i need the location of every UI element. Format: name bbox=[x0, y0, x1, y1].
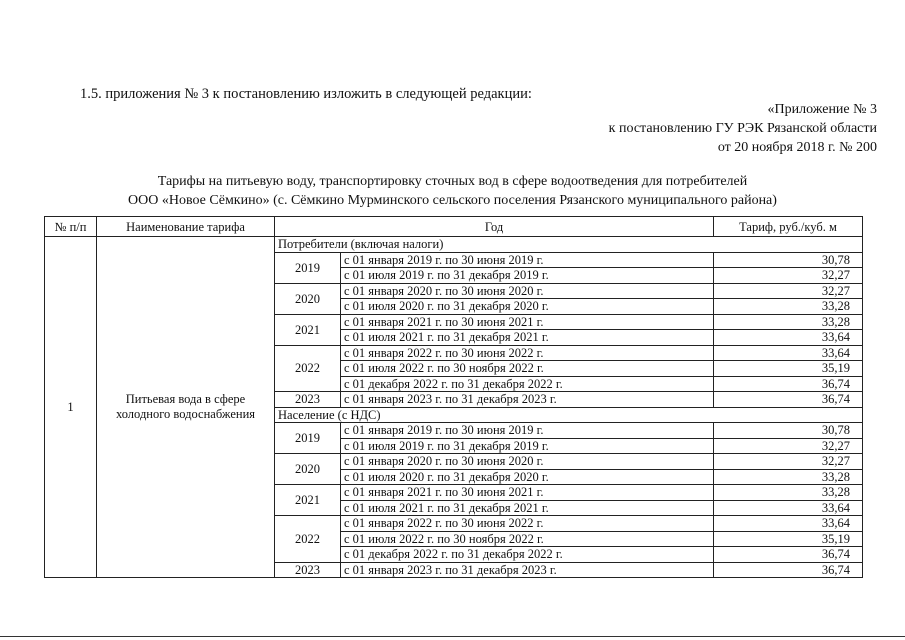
consumer-group-label: Население (с НДС) bbox=[275, 407, 863, 423]
year-cell: 2020 bbox=[275, 283, 341, 314]
period-cell: с 01 декабря 2022 г. по 31 декабря 2022 г. bbox=[341, 376, 714, 392]
period-cell: с 01 января 2021 г. по 30 июня 2021 г. bbox=[341, 485, 714, 501]
year-cell: 2021 bbox=[275, 314, 341, 345]
tariff-value-cell: 32,27 bbox=[714, 454, 863, 470]
tariff-value-cell: 35,19 bbox=[714, 531, 863, 547]
tariff-value-cell: 33,28 bbox=[714, 485, 863, 501]
year-cell: 2023 bbox=[275, 392, 341, 408]
appendix-line: от 20 ноября 2018 г. № 200 bbox=[717, 140, 877, 155]
tariff-value-cell: 33,64 bbox=[714, 516, 863, 532]
table-title bbox=[0, 172, 905, 210]
header-tariff-value: Тариф, руб./куб. м bbox=[714, 217, 863, 237]
period-cell: с 01 июля 2022 г. по 30 ноября 2022 г. bbox=[341, 531, 714, 547]
period-cell: с 01 июля 2020 г. по 31 декабря 2020 г. bbox=[341, 469, 714, 485]
group-row bbox=[45, 237, 863, 253]
period-cell: с 01 января 2023 г. по 31 декабря 2023 г. bbox=[341, 392, 714, 408]
tariff-name: Питьевая вода в сфере холодного водоснабжения bbox=[97, 237, 275, 578]
tariff-value-cell: 36,74 bbox=[714, 562, 863, 578]
tariff-value-cell: 32,27 bbox=[714, 268, 863, 284]
tariff-value-cell: 33,64 bbox=[714, 500, 863, 516]
tariff-value-cell: 36,74 bbox=[714, 392, 863, 408]
year-cell: 2022 bbox=[275, 516, 341, 563]
appendix-reference bbox=[609, 100, 877, 157]
period-cell: с 01 января 2020 г. по 30 июня 2020 г. bbox=[341, 454, 714, 470]
appendix-line: «Приложение № 3 bbox=[767, 102, 877, 117]
tariff-value-cell: 33,28 bbox=[714, 469, 863, 485]
tariff-value-cell: 33,64 bbox=[714, 330, 863, 346]
tariff-value-cell: 36,74 bbox=[714, 547, 863, 563]
title-line: ООО «Новое Сёмкино» (с. Сёмкино Мурминского сельского поселения Рязанского муниципального района) bbox=[128, 193, 777, 208]
period-cell: с 01 июля 2020 г. по 31 декабря 2020 г. bbox=[341, 299, 714, 315]
year-cell: 2023 bbox=[275, 562, 341, 578]
period-cell: с 01 июля 2022 г. по 30 ноября 2022 г. bbox=[341, 361, 714, 377]
appendix-line: к постановлению ГУ РЭК Рязанской области bbox=[608, 121, 877, 136]
tariff-value-cell: 36,74 bbox=[714, 376, 863, 392]
tariff-table bbox=[44, 216, 863, 578]
title-line: Тарифы на питьевую воду, транспортировку сточных вод в сфере водоотведения для потребителей bbox=[157, 174, 748, 189]
year-cell: 2019 bbox=[275, 423, 341, 454]
table-body bbox=[45, 237, 863, 578]
header-number: № п/п bbox=[45, 217, 97, 237]
table-header-row bbox=[45, 217, 863, 237]
tariff-value-cell: 32,27 bbox=[714, 283, 863, 299]
period-cell: с 01 декабря 2022 г. по 31 декабря 2022 г. bbox=[341, 547, 714, 563]
tariff-value-cell: 33,64 bbox=[714, 345, 863, 361]
year-cell: 2022 bbox=[275, 345, 341, 392]
period-cell: с 01 января 2020 г. по 30 июня 2020 г. bbox=[341, 283, 714, 299]
period-cell: с 01 января 2022 г. по 30 июня 2022 г. bbox=[341, 345, 714, 361]
year-cell: 2021 bbox=[275, 485, 341, 516]
tariff-value-cell: 35,19 bbox=[714, 361, 863, 377]
page-bottom-rule bbox=[0, 636, 905, 637]
period-cell: с 01 июля 2021 г. по 31 декабря 2021 г. bbox=[341, 500, 714, 516]
period-cell: с 01 января 2021 г. по 30 июня 2021 г. bbox=[341, 314, 714, 330]
period-cell: с 01 января 2019 г. по 30 июня 2019 г. bbox=[341, 252, 714, 268]
tariff-value-cell: 32,27 bbox=[714, 438, 863, 454]
year-cell: 2020 bbox=[275, 454, 341, 485]
tariff-value-cell: 30,78 bbox=[714, 423, 863, 439]
year-cell: 2019 bbox=[275, 252, 341, 283]
header-year: Год bbox=[275, 217, 714, 237]
period-cell: с 01 января 2022 г. по 30 июня 2022 г. bbox=[341, 516, 714, 532]
tariff-value-cell: 33,28 bbox=[714, 314, 863, 330]
tariff-value-cell: 33,28 bbox=[714, 299, 863, 315]
period-cell: с 01 июля 2021 г. по 31 декабря 2021 г. bbox=[341, 330, 714, 346]
consumer-group-label: Потребители (включая налоги) bbox=[275, 237, 863, 253]
header-tariff-name: Наименование тарифа bbox=[97, 217, 275, 237]
period-cell: с 01 января 2023 г. по 31 декабря 2023 г. bbox=[341, 562, 714, 578]
tariff-value-cell: 30,78 bbox=[714, 252, 863, 268]
intro-text: 1.5. приложения № 3 к постановлению изложить в следующей редакции: bbox=[80, 86, 532, 102]
row-number: 1 bbox=[45, 237, 97, 578]
period-cell: с 01 января 2019 г. по 30 июня 2019 г. bbox=[341, 423, 714, 439]
period-cell: с 01 июля 2019 г. по 31 декабря 2019 г. bbox=[341, 268, 714, 284]
period-cell: с 01 июля 2019 г. по 31 декабря 2019 г. bbox=[341, 438, 714, 454]
